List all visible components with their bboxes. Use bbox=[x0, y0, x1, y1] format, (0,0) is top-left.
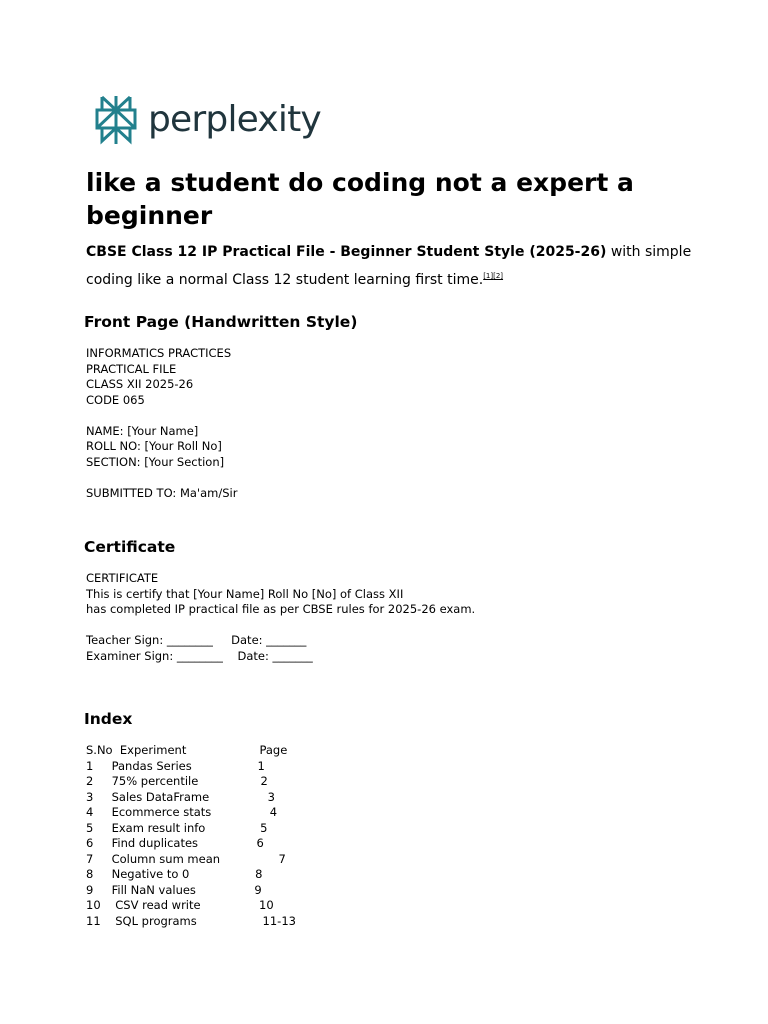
perplexity-logo-icon bbox=[94, 94, 138, 146]
intro-paragraph bbox=[86, 240, 696, 292]
index-block: S.No Experiment Page 1 Pandas Series 1 2 75% percentile 2 3 Sales DataFrame 3 4 Ecommerce stats 4 5 Exam result info 5 6 Find duplicates 6 7 Column sum mean 7 8 Negative to 0 8 9 Fill NaN values 9 10 CSV read write 10 11 SQL programs 11-13 bbox=[86, 743, 296, 928]
page-title: like a student do coding not a expert a beginner bbox=[86, 168, 634, 230]
certificate-block: CERTIFICATE This is certify that [Your Name] Roll No [No] of Class XII has completed IP practical file as per CBSE rules for 2025-26 exam. Teacher Sign: ________ Date: _______ Examiner Sign: ________ Date: _______ bbox=[86, 571, 476, 663]
citations bbox=[483, 272, 503, 280]
intro-bold: CBSE Class 12 IP Practical File - Beginner Student Style (2025-26) bbox=[86, 244, 607, 260]
logo bbox=[94, 94, 321, 146]
index-heading: Index bbox=[84, 710, 133, 728]
front-page-block: INFORMATICS PRACTICES PRACTICAL FILE CLASS XII 2025-26 CODE 065 NAME: [Your Name] ROLL NO: [Your Roll No] SECTION: [Your Section] SUBMITTED TO: Ma'am/Sir bbox=[86, 346, 238, 500]
logo-text: perplexity bbox=[148, 99, 321, 140]
certificate-heading: Certificate bbox=[84, 538, 176, 556]
citation-1-link[interactable]: [1] bbox=[483, 272, 494, 280]
front-page-heading: Front Page (Handwritten Style) bbox=[84, 313, 358, 331]
citation-2-link[interactable]: [2] bbox=[493, 272, 504, 280]
intro-text: with simple coding like a normal Class 12 student learning first time. bbox=[86, 244, 692, 288]
